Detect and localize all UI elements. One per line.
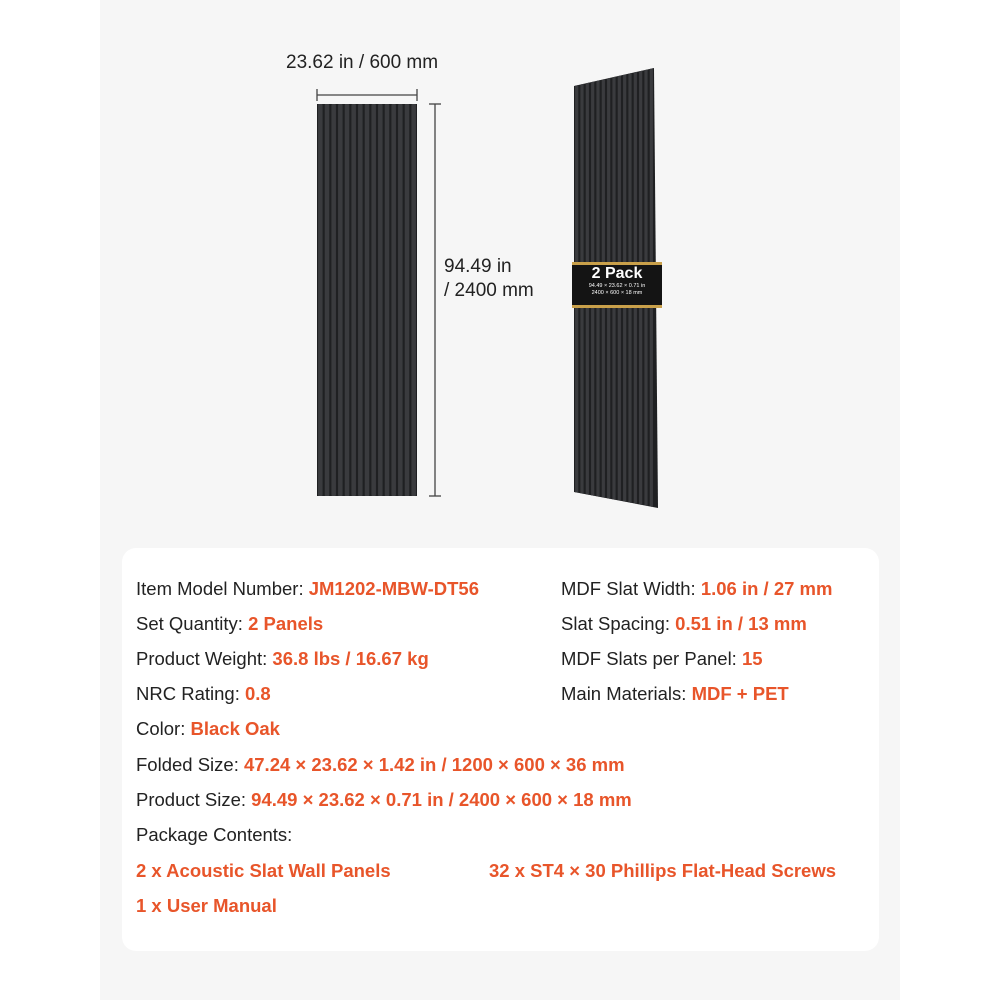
spec-value: 1.06 in / 27 mm <box>700 578 833 599</box>
spec-label: NRC Rating: <box>136 683 245 704</box>
spec-value: 94.49 × 23.62 × 0.71 in / 2400 × 600 × 18 mm <box>251 789 632 810</box>
spec-label: Product Size: <box>136 789 252 810</box>
slat <box>411 104 416 496</box>
spec-slat-width <box>561 578 832 600</box>
spec-label: Folded Size: <box>136 754 244 775</box>
slat <box>371 104 376 496</box>
spec-slats-per-panel <box>561 648 763 670</box>
slat <box>345 104 350 496</box>
spec-folded-size <box>136 754 625 776</box>
spec-label: Product Weight: <box>136 648 273 669</box>
spec-color <box>136 718 280 740</box>
spec-label: MDF Slats per Panel: <box>561 648 742 669</box>
pack-band-title: 2 Pack <box>591 265 643 282</box>
pack-band-line2: 2400 × 600 × 18 mm <box>591 290 643 296</box>
spec-label: Slat Spacing: <box>561 613 676 634</box>
slat <box>331 104 336 496</box>
spec-value: 0.8 <box>244 683 271 704</box>
spec-main-materials <box>561 683 789 705</box>
spec-value: 15 <box>741 648 763 669</box>
spec-product-size <box>136 789 632 811</box>
slat <box>385 104 390 496</box>
slat <box>365 104 370 496</box>
spec-value: 47.24 × 23.62 × 1.42 in / 1200 × 600 × 36 mm <box>243 754 625 775</box>
height-label-line2: / 2400 mm <box>444 280 534 301</box>
spec-nrc-rating <box>136 683 271 705</box>
spec-label: Color: <box>136 718 191 739</box>
slat <box>318 104 323 496</box>
spec-value: 2 Panels <box>248 613 324 634</box>
slat <box>358 104 363 496</box>
panel-front-view <box>300 80 460 510</box>
slat <box>405 104 410 496</box>
pack-band-line1: 94.49 × 23.62 × 0.71 in <box>588 283 646 289</box>
height-dimension-line <box>429 104 441 496</box>
spec-product-weight <box>136 648 429 670</box>
slat <box>378 104 383 496</box>
width-label: 23.62 in / 600 mm <box>286 52 439 73</box>
package-content-item: 1 x User Manual <box>136 895 277 916</box>
spec-label: Set Quantity: <box>136 613 249 634</box>
spec-value: Black Oak <box>190 718 280 739</box>
package-content-item: 32 x ST4 × 30 Phillips Flat-Head Screws <box>489 860 837 881</box>
panel-slats <box>318 104 416 496</box>
height-label <box>444 255 534 303</box>
width-dimension-line <box>317 89 417 101</box>
spec-value: MDF + PET <box>691 683 789 704</box>
spec-set-quantity <box>136 613 323 635</box>
spec-label: MDF Slat Width: <box>561 578 701 599</box>
slat <box>391 104 396 496</box>
slat <box>398 104 403 496</box>
spec-label: Main Materials: <box>561 683 692 704</box>
spec-value: 36.8 lbs / 16.67 kg <box>272 648 429 669</box>
spec-value: JM1202-MBW-DT56 <box>308 578 480 599</box>
height-label-line1: 94.49 in <box>444 256 512 277</box>
spec-card <box>122 548 879 951</box>
slat <box>338 104 343 496</box>
spec-item-model <box>136 578 479 600</box>
slat <box>325 104 330 496</box>
package-contents-label: Package Contents: <box>136 824 293 845</box>
spec-slat-spacing <box>561 613 807 635</box>
package-content-item: 2 x Acoustic Slat Wall Panels <box>136 860 391 881</box>
spec-value: 0.51 in / 13 mm <box>675 613 807 634</box>
spec-label: Item Model Number: <box>136 578 309 599</box>
slat <box>351 104 356 496</box>
pack-band-label <box>572 265 662 297</box>
